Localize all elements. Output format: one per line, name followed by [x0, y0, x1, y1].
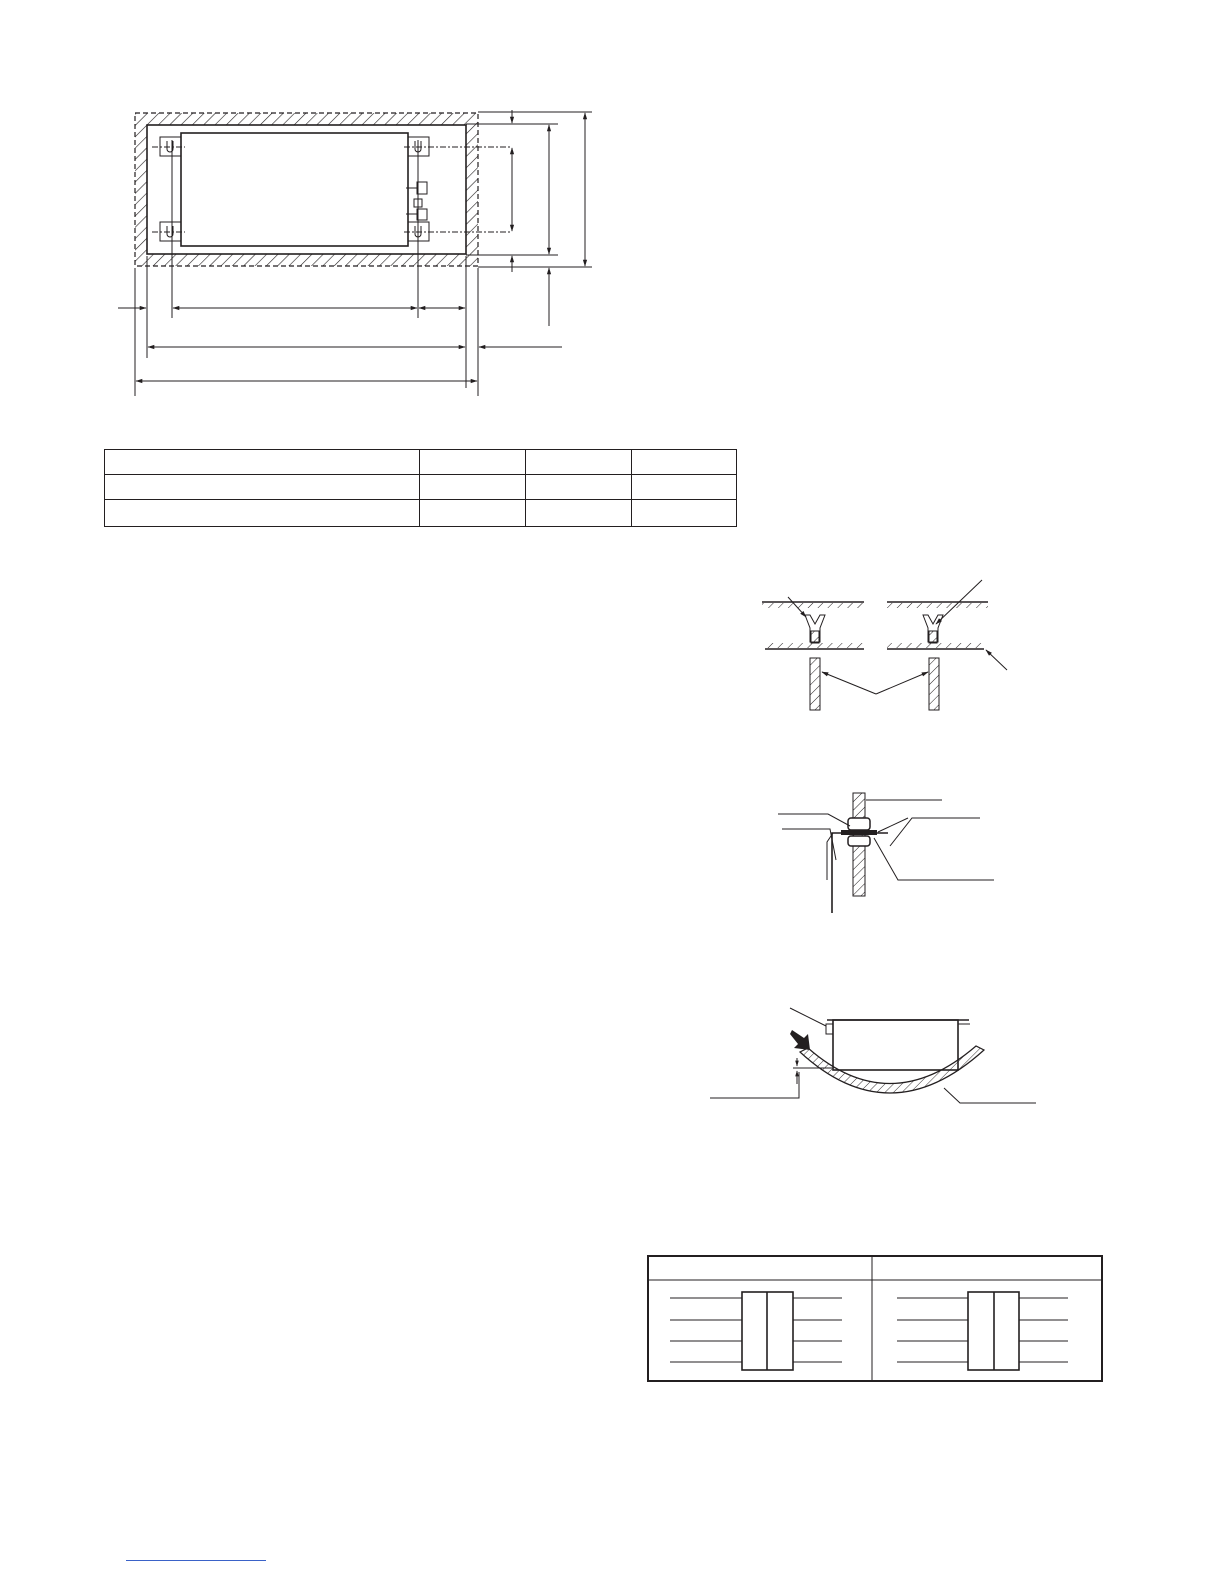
lower-nut	[848, 836, 870, 846]
table-cell	[105, 475, 420, 500]
unit-body	[181, 133, 408, 246]
drop-arrow	[790, 1030, 810, 1050]
table-cell	[526, 500, 632, 527]
table-cell	[420, 500, 526, 527]
wiring-terminal-table	[645, 1253, 1107, 1385]
unit-box	[833, 1020, 958, 1070]
table-row	[105, 500, 737, 527]
footer-link-underline[interactable]	[126, 1560, 266, 1561]
table-cell	[105, 450, 420, 475]
spec-table	[104, 449, 737, 527]
drain-slope-diagram	[700, 1000, 1045, 1115]
anchor-bolt-diagram	[750, 570, 1040, 720]
table-cell	[632, 475, 737, 500]
table-cell	[632, 450, 737, 475]
bolt-nut-diagram	[770, 785, 1000, 920]
terminal-block-left	[670, 1292, 842, 1370]
table-cell	[526, 450, 632, 475]
table-cell	[526, 475, 632, 500]
table-cell	[420, 450, 526, 475]
hanger-bracket-left-bottom	[152, 222, 185, 241]
upper-nut	[848, 818, 870, 830]
hanger-bracket-right-top	[404, 137, 512, 156]
table-row	[105, 475, 737, 500]
pipe-connectors	[406, 182, 427, 220]
hanging-bolt-right	[929, 658, 939, 710]
table-row	[105, 450, 737, 475]
table-cell	[105, 500, 420, 527]
unit-dimension-diagram	[100, 100, 620, 410]
anchor-left	[805, 615, 825, 643]
washer	[841, 830, 877, 835]
hanging-bolt-left	[810, 658, 820, 710]
table-cell	[632, 500, 737, 527]
anchor-right	[923, 615, 943, 643]
terminal-block-right	[897, 1292, 1068, 1370]
hanger-bracket-left-top	[152, 137, 185, 156]
table-cell	[420, 475, 526, 500]
hanger-bracket-right-bottom	[404, 222, 512, 241]
